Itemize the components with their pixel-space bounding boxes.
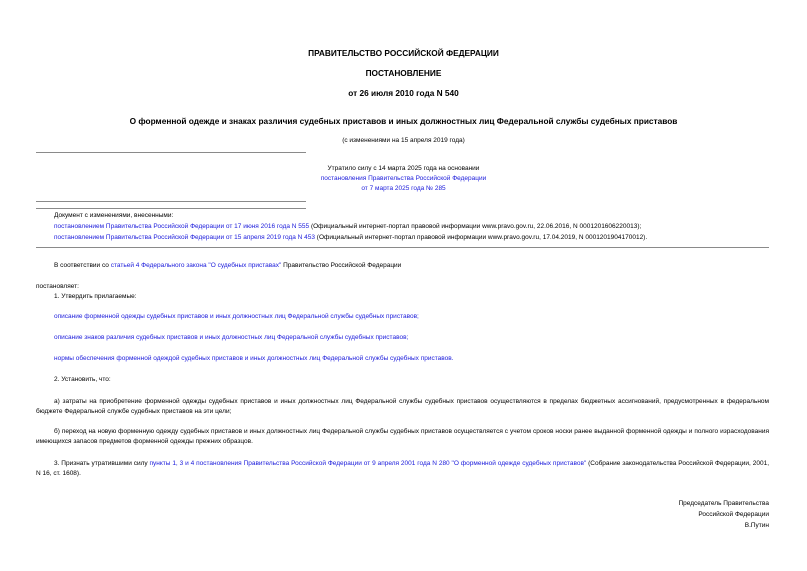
item-3: 3. Признать утратившими силу пункты 1, 3 и 4 постановления Правительства Российской Федерации от 9 апреля 2001 года N 280 "О форменной одежде судебных приставов" (Собрание законодательства Российской Федерации, 2001, N 16, ст. 1608). [36, 460, 769, 477]
repealed-points-link[interactable]: пункты 1, 3 и 4 постановления Правительства Российской Федерации от 9 апреля 2001 года N 280 "О форменной одежде судебных приставов" [149, 460, 587, 467]
amendment-item [54, 234, 647, 241]
signature-position: Председатель Правительства [678, 500, 769, 507]
preamble: В соответствии со статьей 4 Федерального закона "О судебных приставах" Правительство Российской Федерации [54, 262, 402, 269]
repeal-link-date[interactable]: от 7 марта 2025 года № 285 [361, 185, 446, 192]
status-text: Утратило силу с 14 марта 2025 года на основании [327, 165, 480, 172]
repeal-link[interactable]: постановления Правительства Российской Федерации [320, 175, 487, 182]
approved-document-link[interactable]: описание знаков различия судебных приставов и иных должностных лиц Федеральной службы судебных приставов; [54, 334, 409, 341]
signature-name: В.Путин [744, 522, 769, 529]
amendment-source: (Официальный интернет-портал правовой информации www.pravo.gov.ru, 22.06.2016, N 0001201606220013); [309, 223, 642, 230]
approved-document-link[interactable]: нормы обеспечения форменной одеждой судебных приставов и иных должностных лиц Федеральной службы судебных приставов. [54, 355, 454, 362]
separator-line [36, 152, 306, 153]
item-2b: б) переход на новую форменную одежду судебных приставов и иных должностных лиц Федеральной службы судебных приставов осуществляется с учетом сроков носки ранее выданной форменной одежды и полного израсходования имеющихся запасов предметов форменной одежды прежних образцов. [36, 428, 769, 445]
amendment-source: (Официальный интернет-портал правовой информации www.pravo.gov.ru, 17.04.2019, N 0001201904170012). [315, 234, 648, 241]
approved-document-link[interactable]: описание форменной одежды судебных приставов и иных должностных лиц Федеральной службы судебных приставов; [54, 313, 419, 320]
decides-text: постановляет: [36, 283, 79, 290]
amendment-link[interactable]: постановлением Правительства Российской Федерации от 15 апреля 2019 года N 453 [54, 234, 315, 241]
amendment-link[interactable]: постановлением Правительства Российской Федерации от 17 июня 2016 года N 555 [54, 223, 310, 230]
separator-line [36, 247, 769, 248]
signature-block [678, 498, 769, 531]
document-type-heading: ПОСТАНОВЛЕНИЕ [365, 68, 442, 78]
item-1: 1. Утвердить прилагаемые: [54, 293, 137, 300]
item-2: 2. Установить, что: [54, 376, 111, 383]
document-date-number: от 26 июля 2010 года N 540 [348, 88, 459, 98]
item-2a: а) затраты на приобретение форменной одежды судебных приставов и иных должностных лиц Федеральной службы судебных приставов осуществляются в пределах бюджетных ассигнований, предусмотренных в федеральном бюджете Федеральной службе судебных приставов на эти цели; [36, 398, 769, 415]
law-article-link[interactable]: статьей 4 Федерального закона "О судебных приставах" [110, 262, 282, 269]
separator-line [36, 208, 306, 209]
document-title: О форменной одежде и знаках различия судебных приставов и иных должностных лиц Федеральной службы судебных приставов [129, 116, 678, 126]
amendment-item [54, 223, 641, 230]
amendments-intro: Документ с изменениями, внесенными: [54, 212, 174, 219]
government-heading: ПРАВИТЕЛЬСТВО РОССИЙСКОЙ ФЕДЕРАЦИИ [308, 48, 499, 58]
changes-note: (с изменениями на 15 апреля 2019 года) [342, 137, 465, 144]
separator-line [36, 201, 306, 202]
signature-organization: Российской Федерации [698, 511, 769, 518]
